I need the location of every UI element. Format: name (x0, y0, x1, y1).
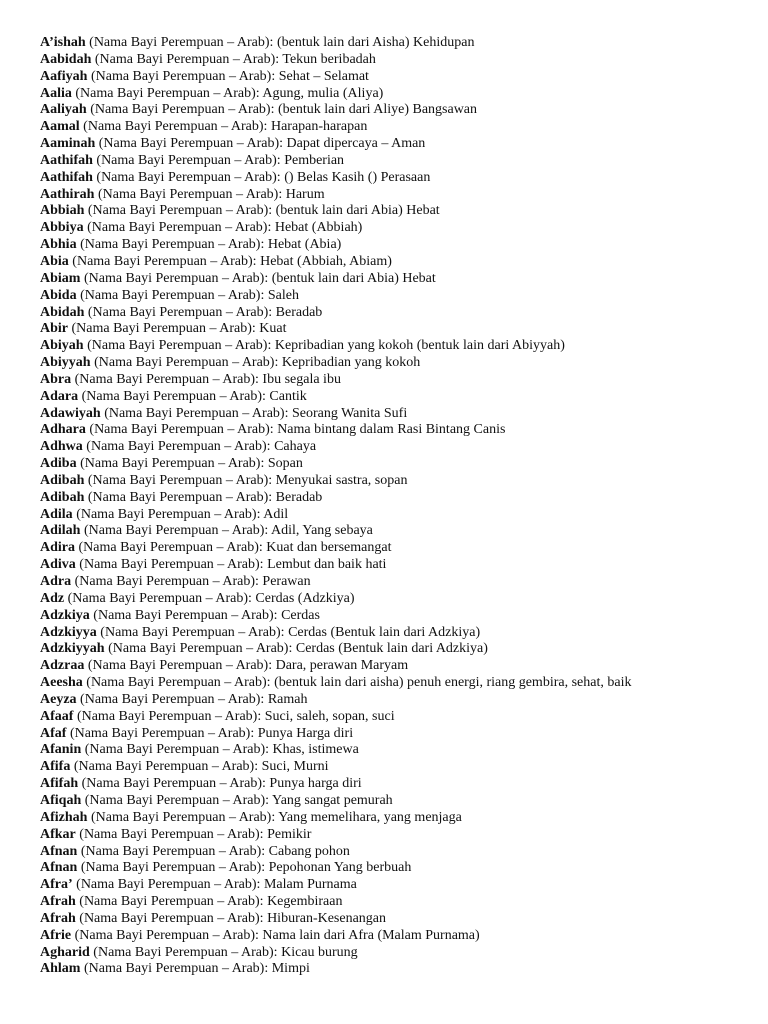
baby-name: Abra (40, 371, 72, 387)
name-origin: (Nama Bayi Perempuan – Arab): (79, 894, 264, 910)
list-item (40, 961, 756, 978)
baby-name: Aeesha (40, 675, 83, 691)
list-item (40, 338, 756, 355)
name-origin: (Nama Bayi Perempuan – Arab): (86, 439, 271, 455)
name-meaning: Cerdas (Bentuk lain dari Adzkiya) (295, 641, 488, 657)
name-origin: (Nama Bayi Perempuan – Arab): (80, 691, 265, 707)
list-item (40, 422, 756, 439)
baby-name: Aabidah (40, 51, 92, 67)
baby-name: Afrah (40, 910, 76, 926)
list-item (40, 709, 756, 726)
baby-name: Abia (40, 253, 69, 269)
name-origin: (Nama Bayi Perempuan – Arab): (90, 809, 276, 825)
name-meaning: Mimpi (271, 961, 310, 977)
list-item (40, 237, 756, 254)
baby-name: Adilah (40, 523, 81, 539)
name-origin: (Nama Bayi Perempuan – Arab): (96, 152, 281, 168)
name-meaning: Perawan (262, 574, 311, 589)
list-item (40, 136, 756, 153)
baby-name: Abida (40, 287, 77, 303)
name-meaning: Kuat dan bersemangat (266, 540, 392, 556)
name-meaning: Cerdas (Adzkiya) (255, 590, 355, 606)
name-meaning: Pemberian (284, 152, 345, 168)
name-meaning: Khas, istimewa (272, 742, 359, 758)
name-meaning: Hiburan-Kesenangan (267, 910, 387, 926)
name-origin: (Nama Bayi Perempuan – Arab): (93, 607, 278, 623)
baby-name: Afaf (40, 725, 67, 741)
list-item (40, 456, 756, 473)
baby-name: Adira (40, 540, 75, 556)
name-origin: (Nama Bayi Perempuan – Arab): (90, 68, 276, 84)
name-origin: (Nama Bayi Perempuan – Arab): (86, 675, 271, 691)
name-meaning: Nama lain dari Afra (Malam Purnama) (262, 927, 480, 943)
list-item (40, 877, 756, 894)
name-origin: (Nama Bayi Perempuan – Arab): (76, 708, 262, 724)
name-origin: (Nama Bayi Perempuan – Arab): (80, 287, 265, 303)
baby-name: Adzkiya (40, 607, 90, 623)
baby-name: Abhia (40, 237, 77, 253)
name-origin: (Nama Bayi Perempuan – Arab): (76, 506, 261, 522)
name-origin: (Nama Bayi Perempuan – Arab): (79, 910, 264, 926)
list-item (40, 406, 756, 423)
list-item (40, 305, 756, 322)
name-meaning: (bentuk lain dari Abia) Hebat (275, 203, 440, 219)
list-item (40, 658, 756, 675)
name-meaning: (bentuk lain dari Abia) Hebat (271, 270, 436, 286)
list-item (40, 288, 756, 305)
name-meaning: Sopan (267, 456, 303, 472)
list-item (40, 35, 756, 52)
name-origin: (Nama Bayi Perempuan – Arab): (89, 35, 274, 50)
list-item (40, 119, 756, 136)
name-origin: (Nama Bayi Perempuan – Arab): (78, 540, 263, 556)
name-origin: (Nama Bayi Perempuan – Arab): (83, 119, 268, 135)
baby-name: Afrie (40, 927, 72, 943)
name-origin: (Nama Bayi Perempuan – Arab): (79, 557, 264, 573)
name-origin: (Nama Bayi Perempuan – Arab): (76, 877, 261, 893)
name-meaning: Kepribadian yang kokoh (bentuk lain dari Abiyyah) (274, 338, 565, 354)
name-meaning: Adil (263, 506, 289, 522)
baby-name: Afanin (40, 742, 82, 758)
name-meaning: Ibu segala ibu (262, 371, 341, 387)
baby-name: Adzraa (40, 658, 85, 674)
name-origin: (Nama Bayi Perempuan – Arab): (74, 574, 259, 589)
name-meaning: Cahaya (274, 439, 317, 455)
list-item (40, 355, 756, 372)
name-meaning: (bentuk lain dari aisha) penuh energi, riang gembira, sehat, baik (274, 675, 632, 691)
list-item (40, 945, 756, 962)
name-meaning: Malam Purnama (263, 877, 357, 893)
name-meaning: Seorang Wanita Sufi (291, 405, 408, 421)
baby-name: Afrah (40, 894, 76, 910)
name-origin: (Nama Bayi Perempuan – Arab): (90, 102, 275, 118)
name-meaning: Kegembiraan (267, 894, 343, 910)
name-meaning: Beradab (275, 489, 323, 505)
name-meaning: Beradab (275, 304, 323, 320)
name-meaning: Punya Harga diri (257, 725, 354, 741)
list-item (40, 187, 756, 204)
list-item (40, 608, 756, 625)
name-origin: (Nama Bayi Perempuan – Arab): (80, 456, 265, 472)
name-origin: (Nama Bayi Perempuan – Arab): (83, 523, 269, 539)
name-meaning: (bentuk lain dari Aisha) Kehidupan (276, 35, 475, 50)
baby-name: A’ishah (40, 35, 86, 50)
list-item (40, 507, 756, 524)
name-origin: (Nama Bayi Perempuan – Arab): (84, 792, 270, 808)
name-meaning: Menyukai sastra, sopan (275, 472, 408, 488)
name-origin: (Nama Bayi Perempuan – Arab): (83, 270, 269, 286)
list-item (40, 759, 756, 776)
baby-name: Adiba (40, 456, 77, 472)
name-meaning: Pemikir (267, 826, 312, 842)
baby-name: Afiqah (40, 792, 82, 808)
name-meaning: () Belas Kasih () Perasaan (284, 169, 431, 185)
name-origin: (Nama Bayi Perempuan – Arab): (81, 776, 266, 792)
baby-name: Afnan (40, 843, 78, 859)
list-item (40, 102, 756, 119)
name-origin: (Nama Bayi Perempuan – Arab): (89, 422, 274, 438)
name-origin: (Nama Bayi Perempuan – Arab): (108, 641, 293, 657)
baby-name: Adawiyah (40, 405, 101, 421)
name-meaning: Dapat dipercaya – Aman (286, 136, 426, 152)
name-origin: (Nama Bayi Perempuan – Arab): (87, 658, 273, 674)
list-item (40, 557, 756, 574)
name-meaning: Kicau burung (281, 944, 358, 960)
name-meaning: Agung, mulia (Aliya) (262, 85, 384, 101)
list-item (40, 490, 756, 507)
list-item (40, 473, 756, 490)
name-meaning: Hebat (Abbiah) (274, 220, 363, 236)
name-meaning: Cantik (269, 388, 307, 404)
baby-name: Afaaf (40, 708, 74, 724)
baby-name: Afifa (40, 759, 71, 775)
list-item (40, 372, 756, 389)
baby-name: Abiyyah (40, 355, 91, 371)
name-origin: (Nama Bayi Perempuan – Arab): (93, 944, 278, 960)
name-meaning: Sehat – Selamat (278, 68, 369, 84)
name-origin: (Nama Bayi Perempuan – Arab): (73, 759, 259, 775)
name-meaning: Cerdas (Bentuk lain dari Adzkiya) (288, 624, 481, 640)
name-origin: (Nama Bayi Perempuan – Arab): (97, 186, 283, 202)
name-meaning: Lembut dan baik hati (267, 557, 387, 573)
list-item (40, 52, 756, 69)
name-meaning: Adil, Yang sebaya (270, 523, 373, 539)
list-item (40, 523, 756, 540)
name-origin: (Nama Bayi Perempuan – Arab): (94, 51, 280, 67)
name-origin: (Nama Bayi Perempuan – Arab): (80, 860, 266, 876)
baby-name: Aaminah (40, 136, 96, 152)
baby-name: Aaliyah (40, 102, 87, 118)
name-origin: (Nama Bayi Perempuan – Arab): (87, 304, 273, 320)
list-item (40, 220, 756, 237)
name-meaning: Hebat (Abia) (267, 237, 342, 253)
name-meaning: Suci, Murni (261, 759, 329, 775)
name-origin: (Nama Bayi Perempuan – Arab): (75, 85, 260, 101)
baby-name: Adhara (40, 422, 86, 438)
name-origin: (Nama Bayi Perempuan – Arab): (67, 590, 252, 606)
list-item (40, 153, 756, 170)
name-origin: (Nama Bayi Perempuan – Arab): (96, 169, 281, 185)
name-meaning: Yang memelihara, yang menjaga (278, 809, 462, 825)
baby-name: Abir (40, 321, 68, 337)
list-item (40, 860, 756, 877)
list-item (40, 625, 756, 642)
name-origin: (Nama Bayi Perempuan – Arab): (81, 388, 266, 404)
baby-name: Adzkiyya (40, 624, 97, 640)
baby-name: Afkar (40, 826, 76, 842)
name-origin: (Nama Bayi Perempuan – Arab): (104, 405, 289, 421)
baby-name: Afizhah (40, 809, 88, 825)
name-meaning: Nama bintang dalam Rasi Bintang Canis (277, 422, 506, 438)
baby-name: Adila (40, 506, 73, 522)
name-meaning: Tekun beribadah (282, 51, 376, 67)
list-item (40, 810, 756, 827)
name-origin: (Nama Bayi Perempuan – Arab): (98, 136, 284, 152)
name-origin: (Nama Bayi Perempuan – Arab): (80, 237, 265, 253)
baby-name: Abidah (40, 304, 85, 320)
baby-name: Aalia (40, 85, 72, 101)
name-origin: (Nama Bayi Perempuan – Arab): (72, 253, 257, 269)
baby-name: Aafiyah (40, 68, 88, 84)
name-origin: (Nama Bayi Perempuan – Arab): (74, 927, 259, 943)
list-item (40, 203, 756, 220)
name-origin: (Nama Bayi Perempuan – Arab): (79, 826, 264, 842)
baby-name: Adiva (40, 557, 76, 573)
name-meaning: Hebat (Abbiah, Abiam) (260, 253, 392, 269)
list-item (40, 793, 756, 810)
name-meaning: Cerdas (281, 607, 320, 623)
list-item (40, 86, 756, 103)
list-item (40, 894, 756, 911)
list-item (40, 574, 756, 591)
list-item (40, 726, 756, 743)
baby-name: Adhwa (40, 439, 83, 455)
name-meaning: Suci, saleh, sopan, suci (264, 708, 395, 724)
list-item (40, 254, 756, 271)
list-item (40, 321, 756, 338)
name-meaning: Harapan-harapan (270, 119, 368, 135)
baby-name: Abbiya (40, 220, 84, 236)
list-item (40, 69, 756, 86)
baby-name: Aamal (40, 119, 80, 135)
list-item (40, 827, 756, 844)
name-origin: (Nama Bayi Perempuan – Arab): (87, 489, 273, 505)
name-meaning: Cabang pohon (268, 843, 350, 859)
baby-name: Afnan (40, 860, 78, 876)
list-item (40, 675, 756, 692)
list-item (40, 742, 756, 759)
name-meaning: Kuat (259, 321, 287, 337)
baby-name: Adara (40, 388, 79, 404)
baby-name: Afra’ (40, 877, 73, 893)
list-item (40, 692, 756, 709)
name-origin: (Nama Bayi Perempuan – Arab): (87, 338, 272, 354)
list-item (40, 641, 756, 658)
list-item (40, 591, 756, 608)
name-meaning: Saleh (267, 287, 299, 303)
name-origin: (Nama Bayi Perempuan – Arab): (87, 220, 272, 236)
name-meaning: Ramah (267, 691, 308, 707)
baby-name: Ahlam (40, 961, 81, 977)
name-origin: (Nama Bayi Perempuan – Arab): (87, 472, 273, 488)
name-origin: (Nama Bayi Perempuan – Arab): (71, 321, 256, 337)
baby-name: Abiyah (40, 338, 84, 354)
list-item (40, 170, 756, 187)
name-origin: (Nama Bayi Perempuan – Arab): (83, 961, 269, 977)
name-meaning: Harum (285, 186, 325, 202)
baby-name: Adz (40, 590, 65, 606)
name-meaning: Dara, perawan Maryam (275, 658, 409, 674)
baby-name: Adzkiyyah (40, 641, 105, 657)
baby-name: Afifah (40, 776, 79, 792)
name-origin: (Nama Bayi Perempuan – Arab): (100, 624, 285, 640)
baby-name: Aeyza (40, 691, 77, 707)
name-origin: (Nama Bayi Perempuan – Arab): (69, 725, 255, 741)
list-item (40, 776, 756, 793)
baby-name: Adra (40, 574, 72, 589)
name-origin: (Nama Bayi Perempuan – Arab): (87, 203, 273, 219)
name-origin: (Nama Bayi Perempuan – Arab): (80, 843, 266, 859)
name-origin: (Nama Bayi Perempuan – Arab): (84, 742, 270, 758)
name-meaning: (bentuk lain dari Aliye) Bangsawan (277, 102, 478, 118)
baby-name: Aathifah (40, 152, 93, 168)
baby-name: Aathifah (40, 169, 93, 185)
name-meaning: Pepohonan Yang berbuah (268, 860, 412, 876)
list-item (40, 928, 756, 945)
name-origin: (Nama Bayi Perempuan – Arab): (94, 355, 279, 371)
list-item (40, 844, 756, 861)
list-item (40, 439, 756, 456)
baby-name: Abiam (40, 270, 81, 286)
baby-name: Abbiah (40, 203, 85, 219)
list-item (40, 271, 756, 288)
list-item (40, 389, 756, 406)
list-item (40, 540, 756, 557)
name-meaning: Punya harga diri (269, 776, 362, 792)
baby-name: Agharid (40, 944, 90, 960)
name-list (40, 35, 756, 978)
name-origin: (Nama Bayi Perempuan – Arab): (74, 371, 259, 387)
name-meaning: Kepribadian yang kokoh (281, 355, 421, 371)
baby-name: Adibah (40, 489, 85, 505)
name-meaning: Yang sangat pemurah (272, 792, 393, 808)
list-item (40, 911, 756, 928)
baby-name: Adibah (40, 472, 85, 488)
baby-name: Aathirah (40, 186, 95, 202)
